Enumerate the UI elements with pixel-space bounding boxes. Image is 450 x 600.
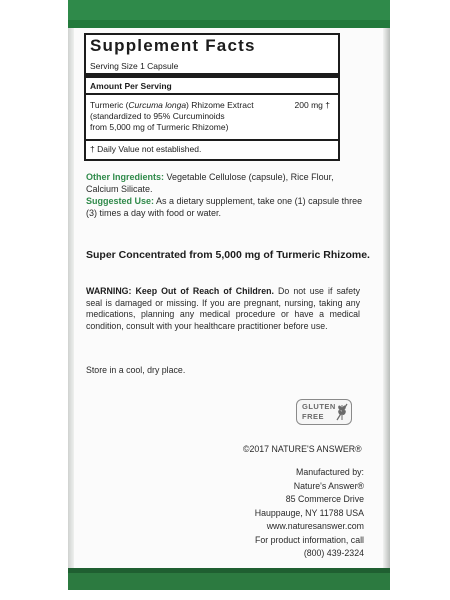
warning-text — [86, 286, 360, 332]
storage-instructions: Store in a cool, dry place. — [86, 365, 186, 375]
ingredient-standardization: (standardized to 95% Curcuminoids — [90, 111, 225, 121]
manufacturer-contact-note: For product information, call — [254, 534, 364, 545]
ingredient-suffix: ) Rhizome Extract — [186, 100, 254, 110]
facts-bottom-rule — [86, 139, 338, 141]
other-ingredients-text: Vegetable Cellulose (capsule), Rice Flour, Calcium Silicate. — [86, 172, 334, 194]
package-bottom-band — [68, 568, 390, 590]
manufacturer-name: Nature's Answer® — [293, 480, 364, 491]
other-ingredients-label: Other Ingredients: — [86, 172, 165, 182]
package-bottom-shade — [68, 568, 390, 573]
ingredient-source: from 5,000 mg of Turmeric Rhizome) — [90, 122, 229, 132]
suggested-use — [86, 196, 366, 219]
suggested-use-label: Suggested Use: — [86, 196, 155, 206]
manufacturer-line: Manufactured by: — [296, 467, 364, 477]
facts-rule — [86, 93, 338, 95]
warning-body: Do not use if safety seal is damaged or missing. If you are pregnant, nursing, taking any medications, planning any medical procedure or have a medical condition, consult with your healthcare practitioner before use. — [86, 286, 360, 331]
gluten-badge-line1: GLUTEN — [302, 402, 336, 411]
other-ingredients — [86, 172, 366, 195]
warning-label: WARNING: Keep Out of Reach of Children. — [86, 286, 274, 296]
supplement-facts-title: Supplement Facts — [90, 36, 256, 55]
wheat-icon — [336, 403, 348, 421]
package-top-lip — [68, 20, 390, 28]
serving-size: Serving Size 1 Capsule — [90, 61, 179, 71]
gluten-free-badge — [296, 399, 352, 425]
facts-thick-rule — [86, 73, 338, 78]
daily-value-note: † Daily Value not established. — [90, 144, 202, 154]
ingredient-description — [90, 100, 254, 133]
manufacturer-street: 85 Commerce Drive — [285, 494, 364, 504]
gluten-badge-line2: FREE — [302, 412, 325, 421]
manufacturer-city: Hauppauge, NY 11788 USA — [254, 507, 364, 518]
suggested-use-text: As a dietary supplement, take one (1) capsule three (3) times a day with food or water. — [86, 196, 363, 218]
package-side-right — [383, 28, 390, 568]
ingredient-latin-name: Curcuma longa — [128, 100, 187, 110]
package-top-band — [68, 0, 390, 28]
copyright: ©2017 NATURE'S ANSWER® — [243, 444, 362, 454]
amount-per-serving: Amount Per Serving — [90, 81, 172, 91]
manufacturer-phone: (800) 439-2324 — [303, 548, 364, 558]
manufacturer-info — [255, 466, 364, 561]
concentration-statement: Super Concentrated from 5,000 mg of Turmeric Rhizome. — [86, 249, 370, 261]
ingredient-amount: 200 mg † — [294, 100, 330, 110]
manufacturer-website: www.naturesanswer.com — [266, 521, 364, 531]
supplement-facts-box — [84, 33, 340, 161]
ingredient-prefix: Turmeric ( — [90, 100, 129, 110]
